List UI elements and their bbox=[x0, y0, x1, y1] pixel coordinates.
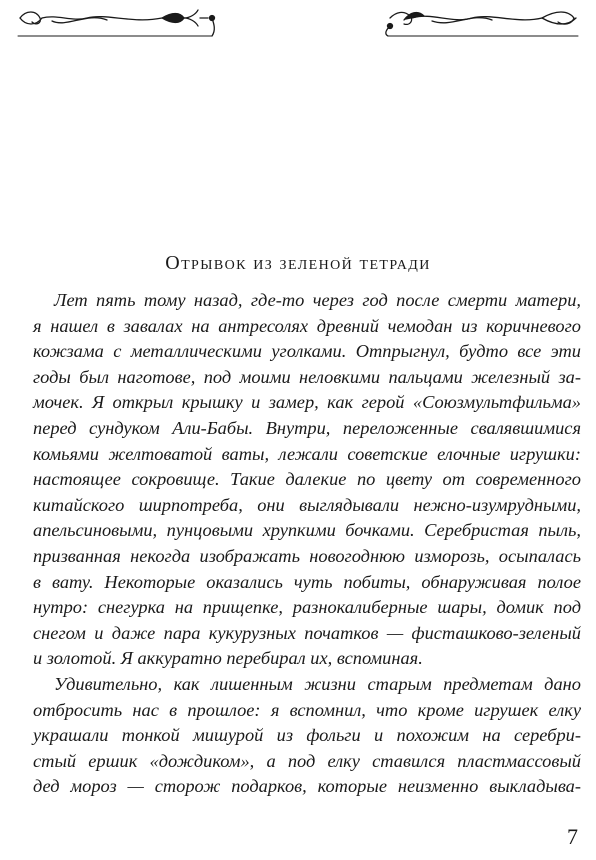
page-number: 7 bbox=[567, 824, 578, 849]
text-line: дед мороз — сторож подарков, которые неизменно выкладыва- bbox=[33, 776, 581, 797]
text-line: перед сундуком Али-Бабы. Внутри, переложенные свалявшимися bbox=[33, 417, 581, 438]
text-line: кожзама с металлическими уголками. Отпрыгнул, будто все эти bbox=[33, 341, 581, 362]
text-line: китайского ширпотреба, они выглядывали нежно-изумрудными, bbox=[33, 494, 581, 515]
text-line: нутро: снегурка на прищепке, разнокалиберные шары, домик под bbox=[33, 597, 581, 618]
text-line: мочек. Я открыл крышку и замер, как герой «Союзмультфильма» bbox=[33, 392, 581, 413]
text-line: годы был наготове, под моими неловкими пальцами железный за- bbox=[33, 366, 581, 387]
text-line: Лет пять тому назад, где-то через год после смерти матери, bbox=[54, 290, 581, 310]
text-line: снегом и даже пара кукурузных початков — фисташково-зеленый bbox=[33, 622, 581, 643]
text-line: комьями желтоватой ваты, лежали советские елочные игрушки: bbox=[33, 443, 581, 464]
decorative-floral-rule-icon bbox=[12, 6, 584, 40]
text-line: апельсиновыми, пунцовыми хрупкими бочками. Серебристая пыль, bbox=[33, 520, 581, 541]
chapter-title: Отрывок из зеленой тетради bbox=[165, 252, 431, 274]
text-line: я нашел в завалах на антресолях древний чемодан из коричневого bbox=[33, 315, 581, 336]
paragraph bbox=[33, 672, 581, 800]
paragraph bbox=[33, 288, 581, 672]
text-line: стый ершик «дождиком», а под елку ставился пластмассовый bbox=[33, 750, 581, 771]
text-line: в вату. Некоторые оказались чуть побиты, обнаруживая полое bbox=[33, 571, 581, 592]
text-line: настоящее сокровище. Такие далекие по цвету от современного bbox=[33, 469, 581, 490]
text-line: Удивительно, как лишенным жизни старым предметам дано bbox=[54, 673, 581, 694]
text-line: и золотой. Я аккуратно перебирал их, вспоминая. bbox=[33, 648, 423, 669]
text-line: отбросить нас в прошлое: я вспомнил, что кроме игрушек елку bbox=[33, 699, 581, 720]
text-line: призванная некогда изображать новогоднюю изморозь, осыпалась bbox=[33, 545, 581, 566]
text-line: украшали тонкой мишурой из фольги и похожим на серебри- bbox=[33, 725, 581, 746]
body-text bbox=[33, 288, 581, 800]
